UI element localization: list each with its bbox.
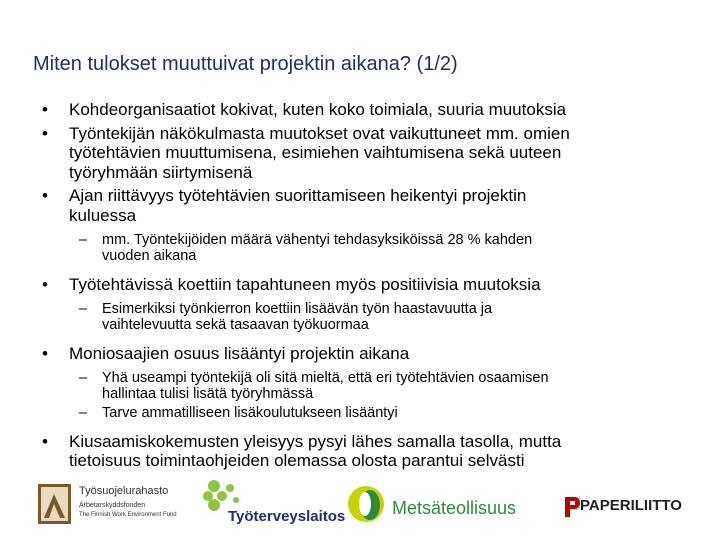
bullet-marker: • (42, 274, 48, 294)
paperi-p-icon (563, 496, 581, 518)
bullet-marker: • (42, 431, 48, 451)
sub-bullet-text-line: Yhä useampi työntekijä oli sitä mieltä, että eri työtehtävien osaamisen (102, 370, 549, 387)
bullet-text-line: Ajan riittävyys työtehtävien suorittamiseen heikentyi projektin (69, 186, 527, 205)
tsr-logo (38, 484, 188, 526)
tsr-emblem-icon (38, 484, 71, 524)
bullet-item (0, 100, 720, 120)
metsa-name: Metsäteollisuus (392, 498, 517, 518)
tsr-name: Työsuojelurahasto (79, 485, 169, 497)
bullet-text-line: Kiusaamiskokemusten yleisyys pysyi lähes samalla tasolla, mutta (69, 431, 562, 451)
sub-bullet-item (0, 371, 720, 403)
slide-title: Miten tulokset muuttuivat projektin aikana? (1/2) (33, 53, 458, 75)
ttl-name: Työterveyslaitos (228, 508, 346, 525)
sub-bullet-text-line: vuoden aikana (102, 247, 197, 264)
bullet-item (0, 432, 720, 471)
bullet-text-line: Kohdeorganisaatiot kokivat, kuten koko toimiala, suuria muutoksia (69, 100, 567, 119)
ttl-logo (198, 478, 346, 528)
sub-bullet-item (0, 302, 720, 334)
sub-bullet-marker: – (79, 232, 88, 248)
sub-bullet-text-line: Tarve ammatilliseen lisäkoulutukseen lisääntyi (102, 404, 398, 421)
bullet-item (0, 275, 720, 295)
bullet-marker: • (42, 343, 48, 363)
bullet-marker: • (42, 100, 48, 119)
bullet-item (0, 344, 720, 364)
paperi-name: PAPERILIITTO (580, 497, 682, 514)
bullet-text-line: Työtehtävissä koettiin tapahtuneen myös positiivisia muutoksia (69, 274, 541, 294)
sub-bullet-text-line: vaihtelevuutta sekä tasaavan työkuormaa (102, 316, 369, 333)
bullet-item (0, 186, 720, 225)
paperi-logo (563, 496, 688, 520)
bullet-list (0, 100, 720, 471)
metsa-circle-icon (346, 484, 386, 524)
sub-bullet-marker: – (79, 301, 88, 318)
bullet-marker: • (42, 123, 48, 143)
sub-bullet-marker: – (79, 404, 88, 421)
bullet-text-line: työtehtävien muuttumisena, esimiehen vaihtumisena sekä uuteen (69, 143, 562, 162)
sub-bullet-item (0, 233, 720, 265)
sub-bullet-text-line: Esimerkiksi työnkierron koettiin lisäävän työn haastavuutta ja (102, 301, 493, 318)
bullet-marker: • (42, 186, 48, 205)
bullet-text-line: Moniosaajien osuus lisääntyi projektin aikana (69, 343, 410, 363)
sub-bullet-text-line: hallintaa tulisi lisätä työryhmässä (102, 385, 314, 402)
bullet-text-line: kuluessa (69, 205, 137, 225)
metsa-logo (346, 484, 556, 528)
bullet-text-line: työryhmään siirtymisenä (69, 162, 253, 182)
sub-bullet-marker: – (79, 370, 88, 387)
bullet-item (0, 124, 720, 183)
bullet-text-line: Työntekijän näkökulmasta muutokset ovat vaikuttuneet mm. omien (69, 123, 570, 143)
sub-bullet-text-line: mm. Työntekijöiden määrä vähentyi tehdasyksiköissä 28 % kahden (102, 232, 533, 248)
tsr-sub1: Arbetarskyddsfonden (79, 502, 146, 509)
sub-bullet-item (0, 406, 720, 422)
bullet-text-line: tietoisuus toimintaohjeiden olemassa olosta parantui selvästi (69, 451, 525, 471)
tsr-sub2: The Finnish Work Environment Fund (79, 512, 177, 518)
logo-strip (0, 478, 720, 530)
